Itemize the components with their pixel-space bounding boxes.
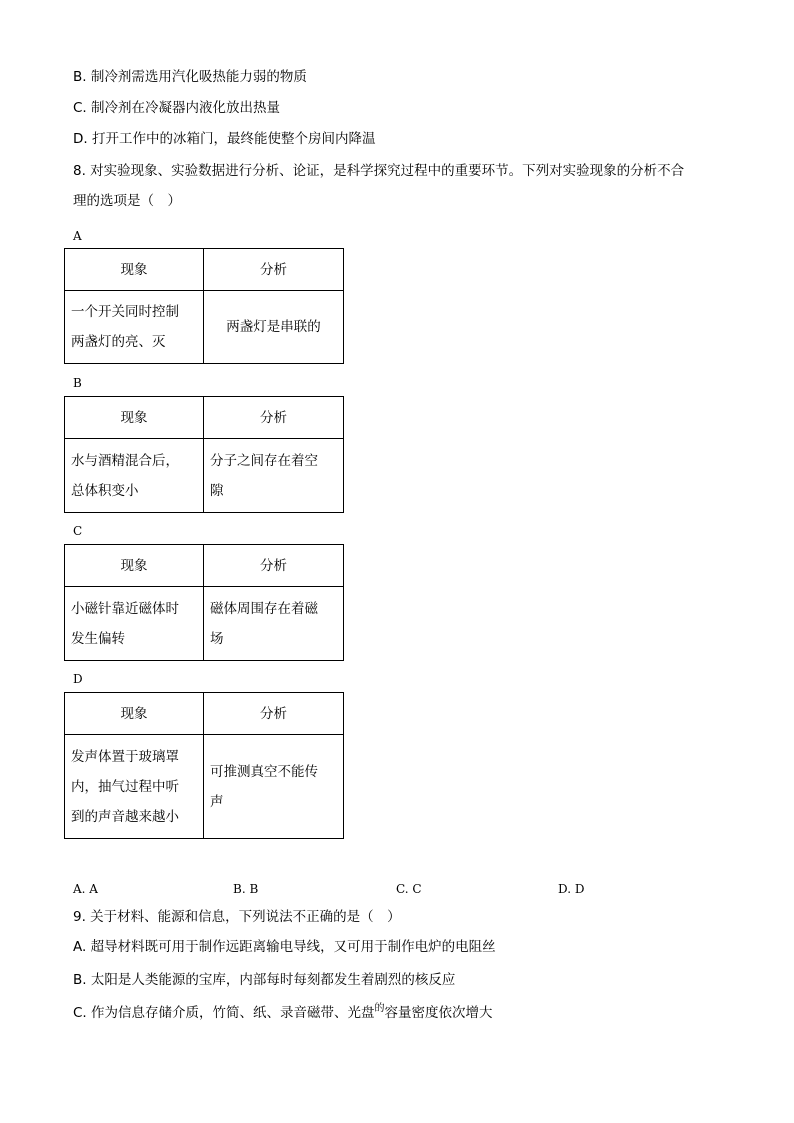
table-a (64, 248, 344, 364)
table-a-phenomenon-line1: 一个开关同时控制 (71, 304, 179, 320)
option-d-line: D. 打开工作中的冰箱门，最终能使整个房间内降温 (73, 131, 376, 147)
answer-choice-d: D. D (558, 882, 585, 896)
table-c-phenomenon-line1: 小磁针靠近磁体时 (71, 600, 179, 617)
table-b (64, 396, 344, 513)
table-d-phenomenon-line2: 内，抽气过程中听 (71, 778, 179, 795)
table-d-header-phenomenon: 现象 (65, 693, 204, 735)
table-c-label: C (73, 524, 83, 538)
table-d (64, 692, 344, 839)
question-9-stem: 9. 关于材料、能源和信息，下列说法不正确的是（ ） (73, 909, 401, 925)
table-d-label: D (73, 672, 83, 686)
table-a-phenomenon-line2: 两盏灯的亮、灭 (71, 334, 166, 350)
question-8-stem-line1: 8. 对实验现象、实验数据进行分析、论证，是科学探究过程中的重要环节。下列对实验现象的分析不合 (73, 163, 685, 179)
table-d-header-analysis: 分析 (204, 693, 344, 735)
answer-choice-c: C. C (396, 882, 422, 896)
question-8-stem-line2: 理的选项是（ ） (73, 193, 181, 209)
table-b-analysis-line2: 隙 (210, 482, 224, 499)
table-a-header-analysis: 分析 (204, 249, 344, 291)
question-9-option-b: B. 太阳是人类能源的宝库，内部每时每刻都发生着剧烈的核反应 (73, 972, 456, 988)
question-9-option-c-sup: 的 (374, 1003, 385, 1014)
table-d-analysis-line1: 可推测真空不能传 (210, 763, 318, 780)
table-c-analysis-line1: 磁体周围存在着磁 (210, 600, 318, 617)
question-9-option-c (73, 1003, 493, 1025)
table-d-phenomenon-line3: 到的声音越来越小 (71, 808, 179, 825)
table-d-analysis (204, 735, 344, 839)
table-c-analysis (204, 587, 344, 661)
table-a-phenomenon (65, 291, 204, 364)
answer-choice-b: B. B (233, 882, 259, 896)
table-a-label: A (73, 229, 82, 243)
answer-choices (73, 879, 633, 899)
table-b-label: B (73, 376, 82, 390)
table-b-phenomenon-line2: 总体积变小 (71, 482, 139, 499)
table-b-header-phenomenon: 现象 (65, 397, 204, 439)
table-b-header-analysis: 分析 (204, 397, 344, 439)
option-b-line: B. 制冷剂需选用汽化吸热能力弱的物质 (73, 69, 307, 85)
table-c-phenomenon (65, 587, 204, 661)
table-c-analysis-line2: 场 (210, 630, 224, 647)
question-9-option-c-post: 容量密度依次增大 (384, 1005, 493, 1021)
table-c-header-analysis: 分析 (204, 545, 344, 587)
table-c (64, 544, 344, 661)
question-9-option-c-pre: C. 作为信息存储介质，竹简、纸、录音磁带、光盘 (73, 1005, 375, 1021)
table-d-phenomenon-line1: 发声体置于玻璃罩 (71, 748, 179, 765)
table-c-header-phenomenon: 现象 (65, 545, 204, 587)
answer-choice-a: A. A (73, 882, 98, 896)
question-9-option-a: A. 超导材料既可用于制作远距离输电导线，又可用于制作电炉的电阻丝 (73, 939, 496, 955)
option-c-line: C. 制冷剂在冷凝器内液化放出热量 (73, 100, 281, 116)
table-b-phenomenon-line1: 水与酒精混合后， (71, 452, 179, 469)
table-b-analysis-line1: 分子之间存在着空 (210, 452, 318, 469)
table-d-phenomenon (65, 735, 204, 839)
table-b-analysis (204, 439, 344, 513)
table-c-phenomenon-line2: 发生偏转 (71, 630, 125, 647)
table-a-analysis: 两盏灯是串联的 (204, 291, 344, 364)
table-d-analysis-line2: 声 (210, 793, 224, 810)
table-a-header-phenomenon: 现象 (65, 249, 204, 291)
table-b-phenomenon (65, 439, 204, 513)
